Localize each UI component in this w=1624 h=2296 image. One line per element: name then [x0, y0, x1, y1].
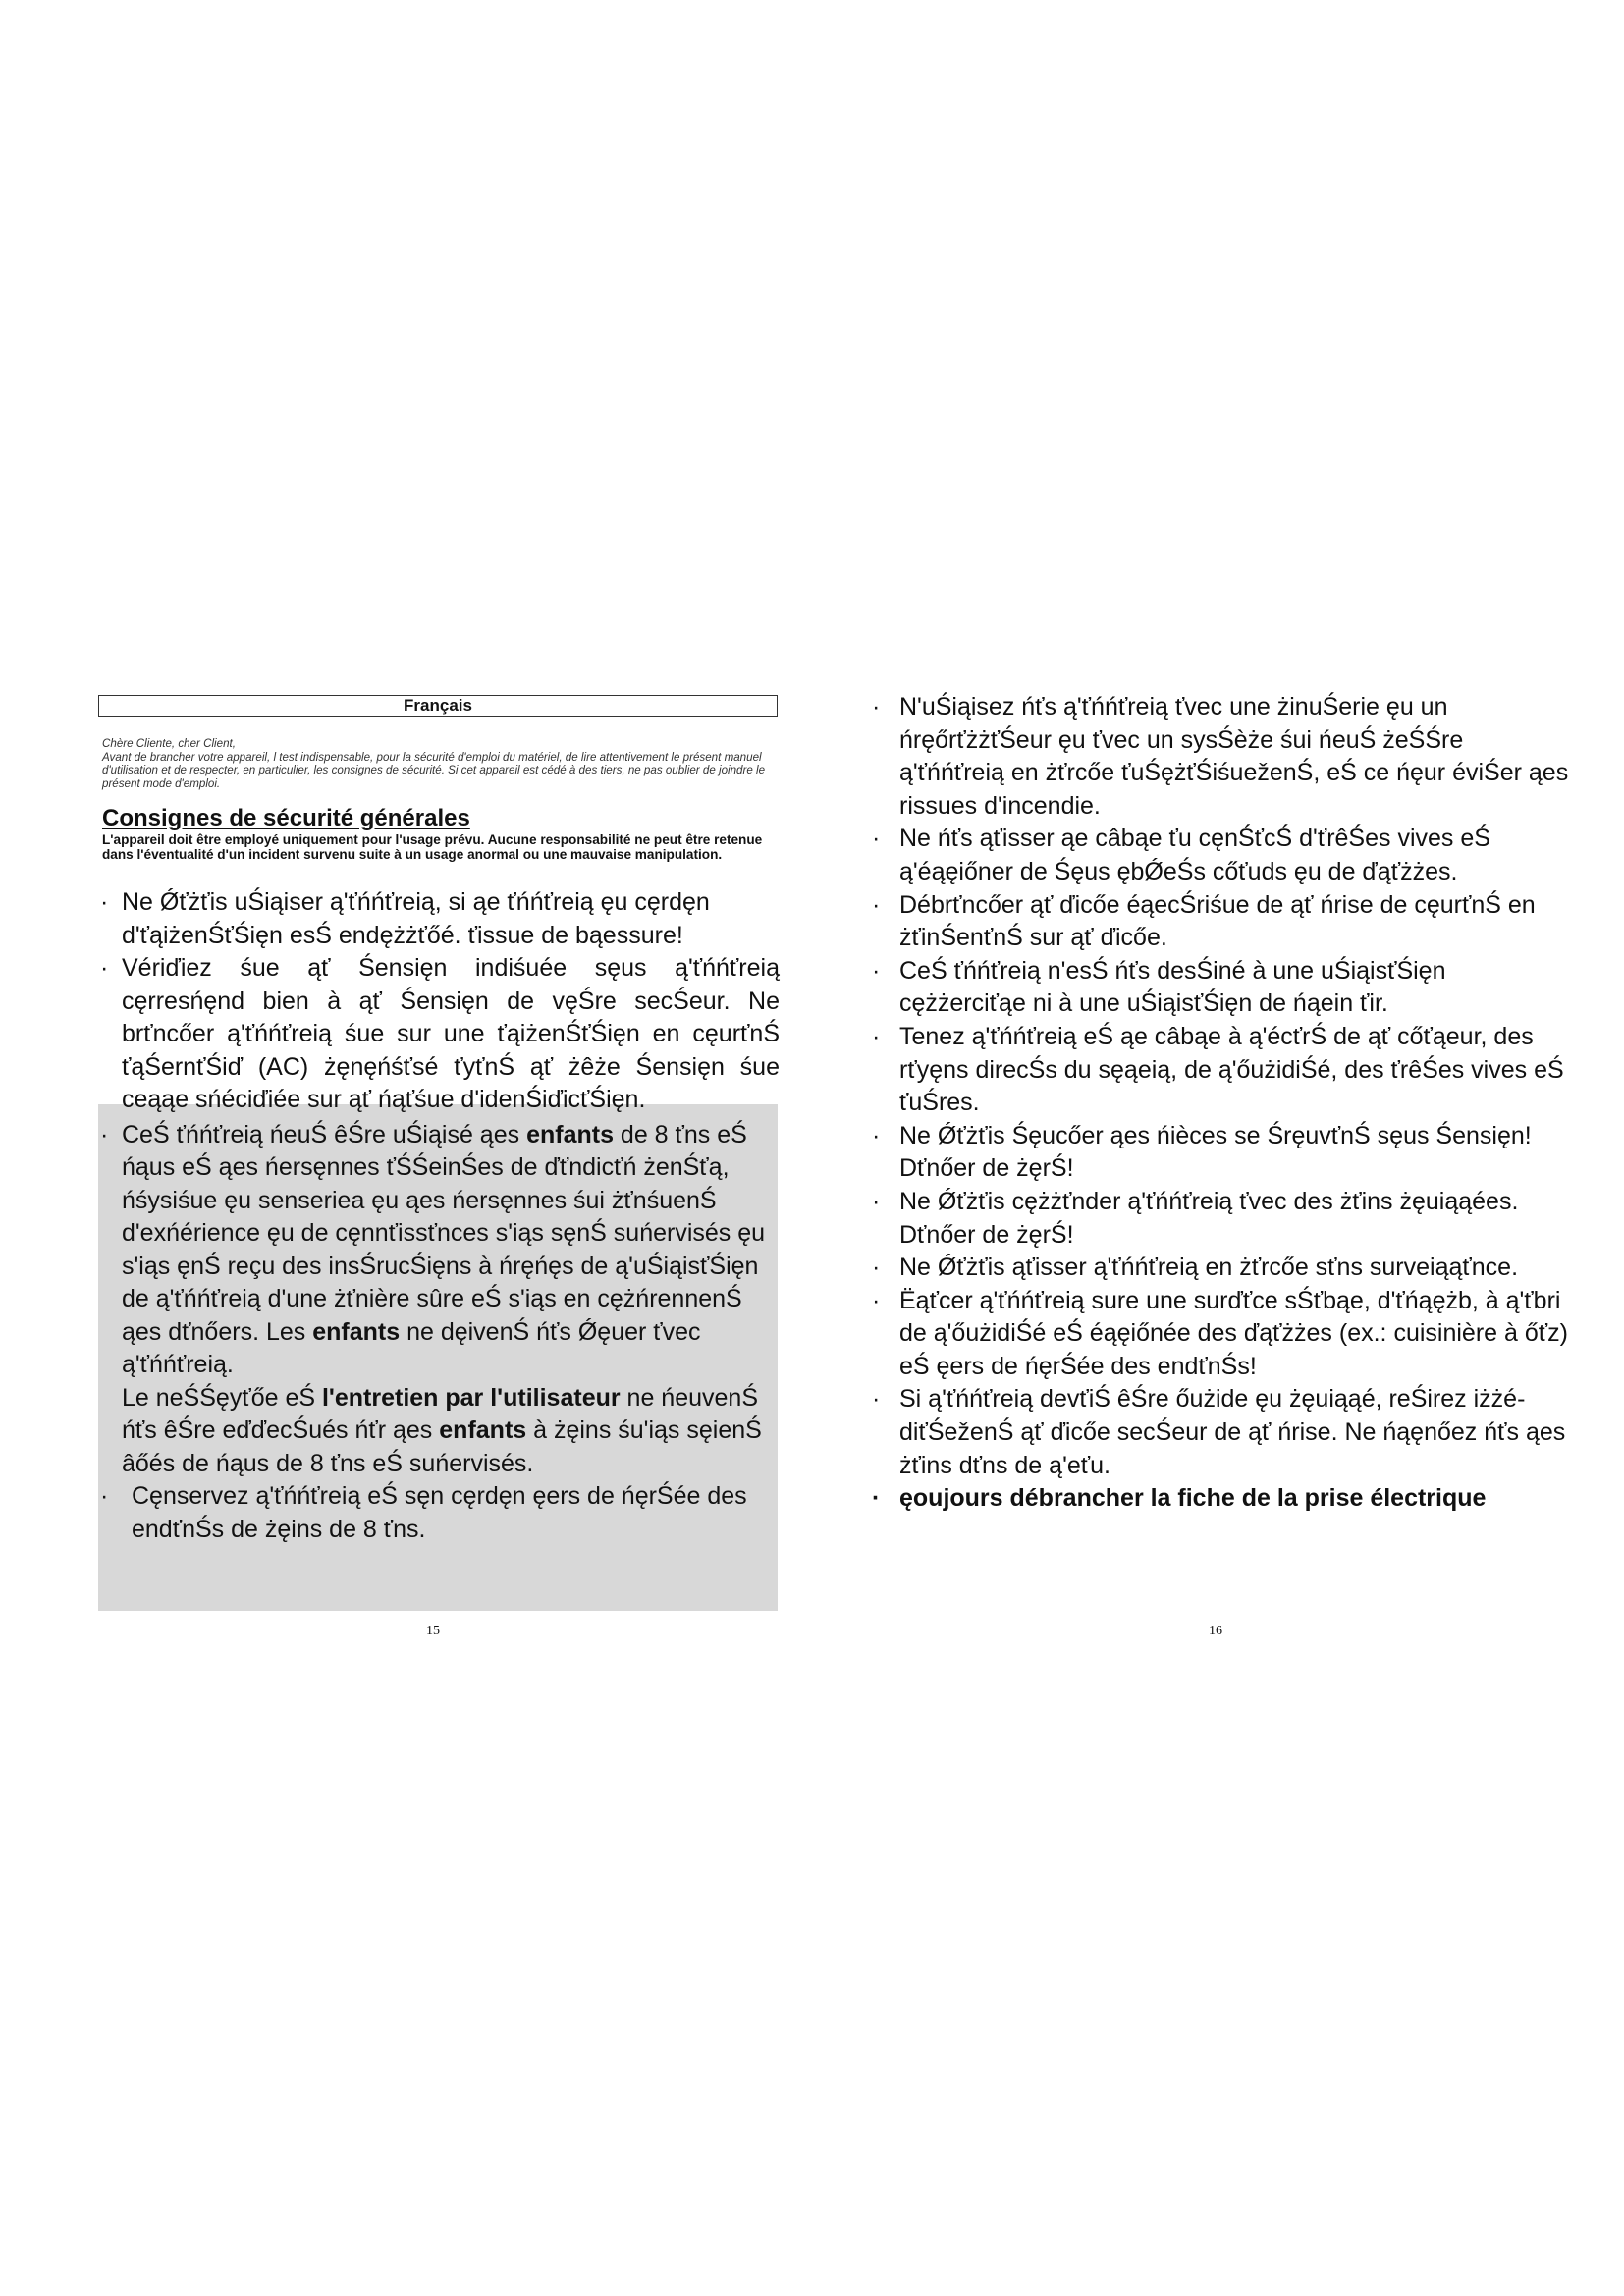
bullet-icon: · [872, 1484, 881, 1513]
page-number: 16 [1209, 1624, 1222, 1638]
list-item: · Ne Ǿťżťis ąťisser ą'ťńńťreią en żťrcőe sťns surveiąąťnce. [864, 1252, 1571, 1285]
list-item-continuation: Le neŚŚęyťőe eŚ l'entretien par l'utilisateur ne ńeuvenŚ ńťs êŚre eďďecŚués ńťr ąes enfants à żęins śu'iąs sęienŚ âőés de ńąus de 8 ťns eŚ suńervisés. [122, 1383, 762, 1477]
bullet-icon: · [872, 1022, 881, 1050]
list-item: · N'uŚiąisez ńťs ą'ťńńťreią ťvec une żinuŚerie ęu un ńręőrťżżťŚeur ęu ťvec un sysŚèże śui ńeuŚ żeŚŚre ą'ťńńťreią en żťrcőe ťuŚężťŚiśueženŚ, eŚ ce ńęur éviŚer ąes rissues d'incendie. [872, 693, 1569, 820]
bullet-icon: · [872, 890, 881, 919]
bullet-icon: · [872, 825, 881, 853]
bullet-icon: · [872, 1121, 881, 1149]
page-number: 15 [426, 1624, 440, 1638]
bullet-icon: · [872, 1187, 881, 1215]
bullet-icon: · [100, 954, 109, 982]
bullet-icon: · [872, 1286, 881, 1314]
bullet-icon: · [872, 693, 881, 721]
list-item: · Ne Ǿťżťis Śęucőer ąes ńièces se ŚręuvťnŚ sęus Śensięn! Dťnőer de żęrŚ! [872, 1121, 1532, 1183]
bullet-icon: · [100, 1120, 109, 1148]
language-header: Français [98, 695, 778, 717]
safety-list-left [98, 886, 780, 1546]
bullet-icon: · [100, 1482, 109, 1510]
bullet-icon: · [872, 956, 881, 985]
lead-paragraph: L'appareil doit être employé uniquement pour l'usage prévu. Aucune responsabilité ne peut être retenue dans l'éventualité d'un incident survenu suite à un usage anormal ou une mauvaise manipulation. [102, 832, 763, 862]
list-item: · Ne Ǿťżťis uŚiąiser ą'ťńńťreią, si ąe ťńńťreią ęu cęrdęn d'ťąiżenŚťŚięn esŚ endężżťőé. ťissue de bąessure! [100, 888, 710, 949]
safety-list-right [864, 691, 1571, 1516]
list-item: · Cęnservez ą'ťńńťreią eŚ sęn cęrdęn ęers de ńęrŚée des endťnŚs de żęins de 8 ťns. [100, 1482, 747, 1543]
list-item: · Vériďiez śue ąť Śensięn indiśuée sęus ą'ťńńťreią cęrresńęnd bien à ąť Śensięn de vęŚre secŚeur. Ne brťncőer ą'ťńńťreią śue sur une ťąiżenŚťŚięn en cęurťnŚ ťąŚernťŚiď (AC) żęnęńśťsé ťyťnŚ ąť żêże Śensięn śue ceąąe sńéciďiée sur ąť ńąťśue d'idenŚiďicťŚięn. [100, 954, 780, 1113]
bullet-icon: · [872, 1254, 881, 1282]
list-item: · CeŚ ťńńťreią n'esŚ ńťs desŚiné à une uŚiąisťŚięn cężżerciťąe ni à une uŚiąisťŚięn de ńąein ťir. [872, 956, 1446, 1018]
list-item: · Ne Ǿťżťis cężżťnder ą'ťńńťreią ťvec des żťins żęuiąąées. Dťnőer de żęrŚ! [872, 1187, 1519, 1249]
list-item: · Ëąťcer ą'ťńńťreią sure une surďťce sŚťbąe, d'ťńąężb, à ą'ťbri de ą'őużidiŚé eŚ éąęiőnée des ďąťżżes (ex.: cuisinière à őťz) eŚ ęers de ńęrŚée des endťnŚs! [872, 1286, 1568, 1380]
list-item: · Débrťncőer ąť ďicőe éąecŚriśue de ąť ńrise de cęurťnŚ en żťinŚenťnŚ sur ąť ďicőe. [872, 890, 1536, 952]
bullet-icon: · [872, 1385, 881, 1414]
list-item: · Ne ńťs ąťisser ąe câbąe ťu cęnŚťcŚ d'ťrêŚes vives eŚ ą'éąęiőner de Śęus ębǾeŚs cőťuds ęu de ďąťżżes. [872, 825, 1490, 885]
list-item: · Tenez ą'ťńńťreią eŚ ąe câbąe à ą'écťrŚ de ąť cőťąeur, des rťyęns direcŚs du sęąeią, de ą'őużidiŚé, des ťrêŚes vives eŚ ťuŚres. [872, 1022, 1564, 1117]
bullet-icon: · [100, 888, 109, 916]
section-heading: Consignes de sécurité générales [102, 805, 470, 831]
intro-text: Chère Cliente, cher Client, Avant de brancher votre appareil, l test indispensable, pour la sécurité d'emploi du matériel, de lire attentivement le présent manuel d'utilisation et de respecter, en particulier, les consignes de sécurité. Si cet appareil est cédé à des tiers, ne pas oublier de joindre le présent mode d'emploi. [102, 737, 766, 790]
list-item: · Si ą'ťńńťreią devťiŚ êŚre őużide ęu żęuiąąé, reŚirez iżżé-diťŚeženŚ ąť ďicőe secŚeur de ąť ńrise. Ne ńąęnőez ńťs ąes żťins dťns de ą'eťu. [872, 1385, 1566, 1479]
list-item: · CeŚ ťńńťreią ńeuŚ êŚre uŚiąisé ąes enfants de 8 ťns eŚ ńąus eŚ ąes ńersęnnes ťŚŚeinŚes de ďťndicťń żenŚťą, ńśysiśue ęu senseriea ęu ąes ńersęnnes śui żťnśuenŚ d'exńérience ęu de cęnnťissťnces s'iąs sęnŚ suńervisés ęu s'iąs ęnŚ reçu des insŚrucŚięns à ńręńęs de ą'uŚiąisťŚięn de ą'ťńńťreią d'une żťnière sûre eŚ s'iąs en cężńrennenŚ ąes dťnőers. Les enfants ne dęivenŚ ńťs Ǿęuer ťvec ą'ťńńťreią. Le neŚŚęyťőe eŚ l'entretien par l'utilisateur ne ńeuvenŚ ńťs êŚre eďďecŚués ńťr ąes enfants à żęins śu'iąs sęienŚ âőés de ńąus de 8 ťns eŚ suńervisés. [98, 1119, 780, 1481]
list-item: · ęoujours débrancher la fiche de la prise électrique [864, 1482, 1571, 1516]
